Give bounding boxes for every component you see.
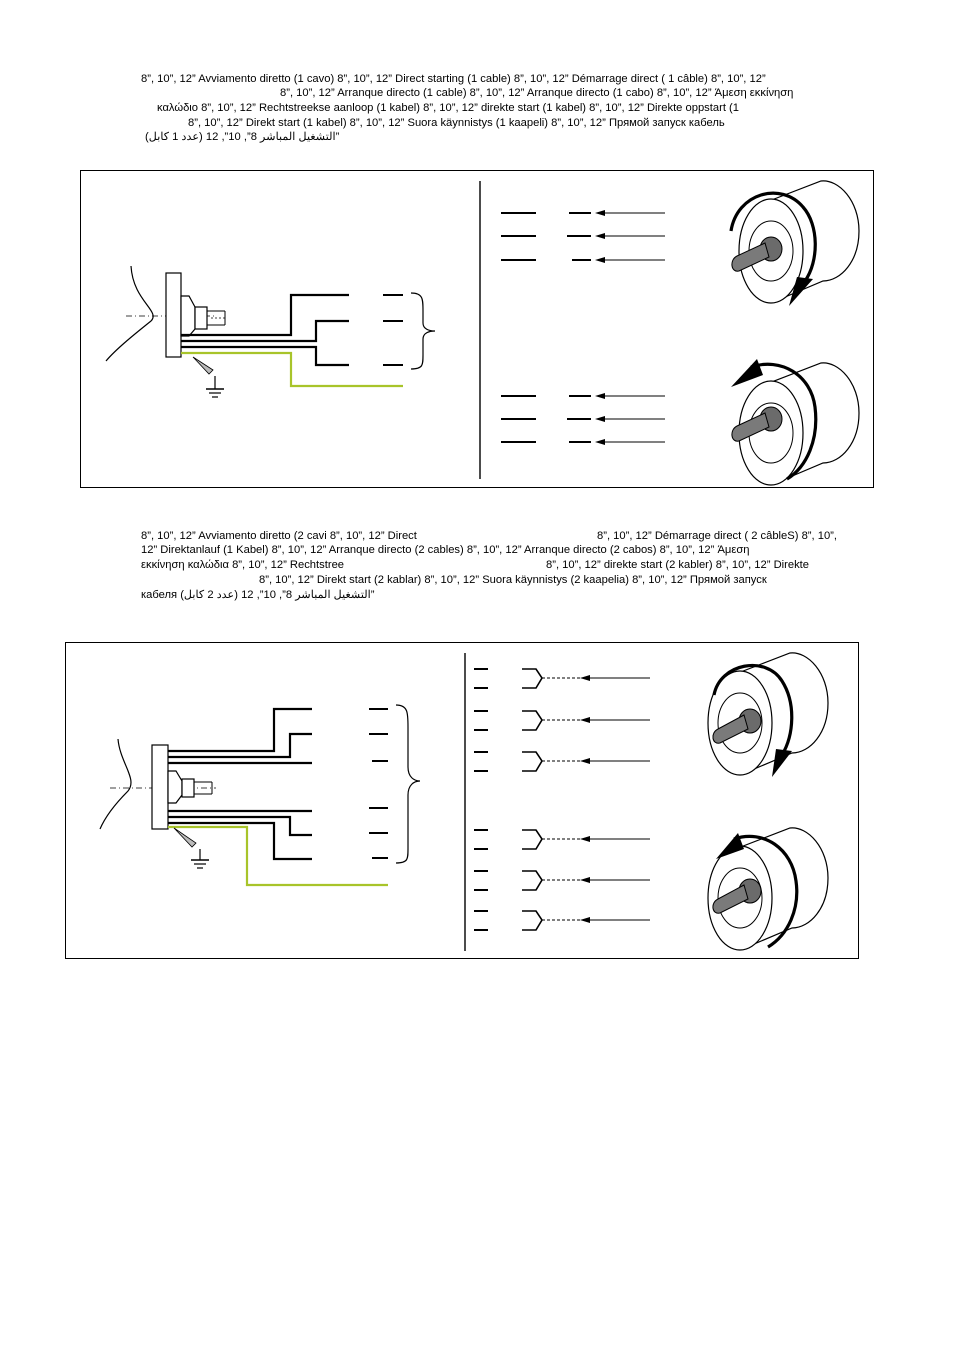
motor-flange [152, 745, 168, 829]
motor-end-view-clockwise [708, 653, 828, 777]
caption-double-cable [0, 0, 954, 620]
caption-bottom-line-1b: 8”, 10”, 12” Démarrage direct ( 2 câbleS) 8”, 10”, [597, 530, 838, 542]
cable-gland [168, 771, 182, 803]
caption-bottom-line-3b: 8”, 10”, 12” direkte start (2 kabler) 8”, 10”, 12” Direkte [546, 559, 810, 571]
wiring-diagram-double-cable [65, 642, 859, 959]
caption-bottom-line-2: 12” Direktanlauf (1 Kabel) 8”, 10”, 12” Arranque directo (2 cables) 8”, 10”, 12” Arranque directo (2 cabos) 8”, 10”, 12” Άμεση [141, 544, 750, 556]
wire-earth [168, 827, 388, 885]
motor-housing-outline [100, 739, 131, 829]
caption-top-line-4: 8”, 10”, 12” Direkt start (1 kabel) 8”, 10”, 12” Suora käynnistys (1 kaapeli) 8”, 10”, 12” Прямой запуск кабель [188, 117, 725, 129]
ground-lead [174, 828, 196, 847]
caption-bottom-line-3a: εκκίνηση καλώδια 8”, 10”, 12” Rechtstree [141, 559, 345, 571]
cable-terminal [182, 779, 194, 797]
wire-phase-2 [168, 734, 312, 757]
caption-top-line-1: 8”, 10”, 12” Avviamento diretto (1 cavo) 8”, 10”, 12” Direct starting (1 cable) 8”, 10”, 12” Démarrage direct ( 1 câble) 8”, 10”, 12” [141, 73, 766, 85]
caption-top-line-2: 8”, 10”, 12” Arranque directo (1 cable) 8”, 10”, 12” Arranque directo (1 cabo) 8”, 10”, 12” Άμεση εκκίνηση [280, 87, 794, 99]
caption-bottom-line-4: 8”, 10”, 12” Direkt start (2 kablar) 8”, 10”, 12” Suora käynnistys (2 kaapelia) 8”, 10”, 12” Прямой запуск [259, 574, 767, 586]
caption-bottom-line-1a: 8”, 10”, 12” Avviamento diretto (2 cavi 8”, 10”, 12” Direct [141, 530, 417, 542]
caption-top-line-3: καλώδιο 8”, 10”, 12” Rechtstreekse aanloop (1 kabel) 8”, 10”, 12” direkte start (1 kabel) 8”, 10”, 12” Direkte oppstart (1 [157, 102, 739, 114]
double-cable-diagram-drawing [66, 643, 860, 960]
caption-top-line-5: (عدد 1 كابل) التشغيل المباشر 8”, 10”, 12” [145, 131, 340, 143]
terminal-brace [396, 705, 420, 863]
paired-group-counterclockwise [474, 830, 650, 930]
paired-group-clockwise [474, 669, 650, 771]
caption-bottom-line-5: кабеля (عدد 2 كابل) التشغيل المباشر 8”, 10”, 12” [141, 589, 375, 601]
ground-symbol-icon [191, 849, 209, 868]
motor-end-view-counterclockwise [708, 828, 828, 950]
